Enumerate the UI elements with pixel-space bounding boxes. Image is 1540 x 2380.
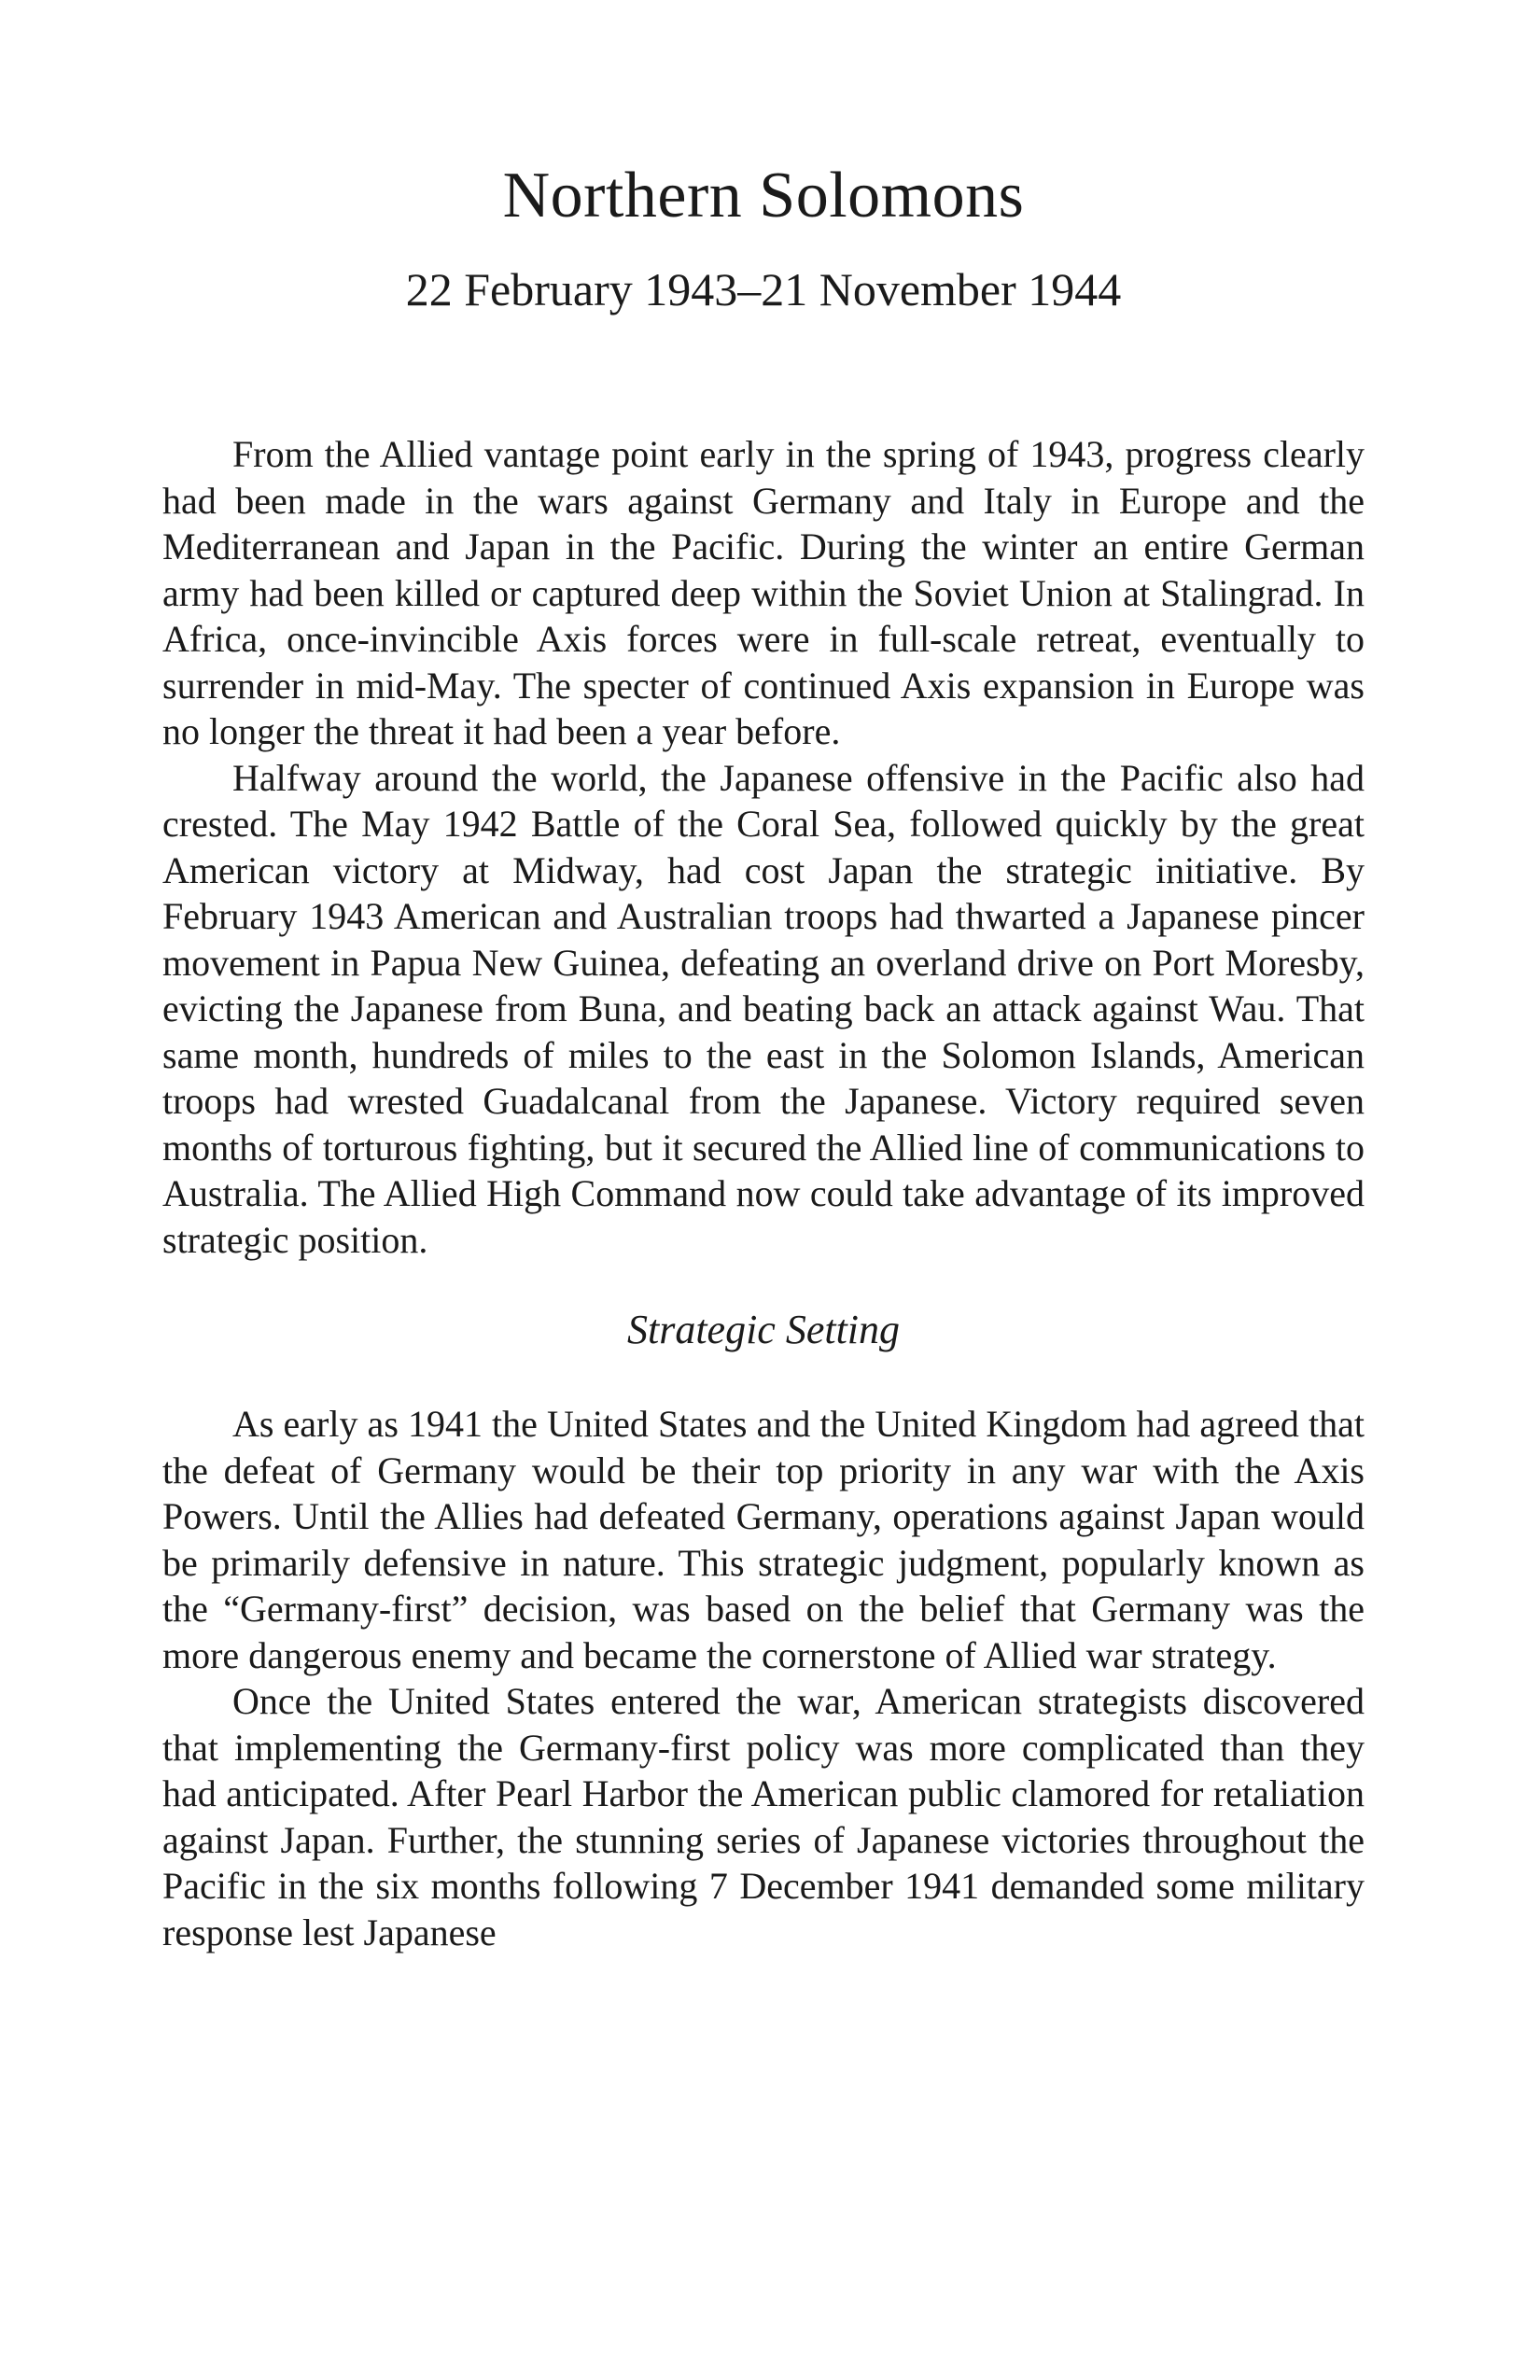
strategic-setting-section bbox=[162, 1401, 1365, 1955]
section-heading: Strategic Setting bbox=[626, 1307, 901, 1352]
page-title: Northern Solomons bbox=[502, 160, 1025, 231]
paragraph: Once the United States entered the war, American strategists discovered that implementing the Germany-first policy was more complicated than they had anticipated. After Pearl Harbor the American public clamored for retaliation against Japan. Further, the stunning series of Japanese victories throughout the Pacific in the six months following 7 December 1941 demanded some military response lest Japanese bbox=[162, 1680, 1365, 1953]
intro-section bbox=[162, 431, 1365, 1263]
document-page bbox=[162, 0, 1365, 1955]
paragraph: Halfway around the world, the Japanese offensive in the Pacific also had crested. The May 1942 Battle of the Coral Sea, followed quickly by the great American victory at Midway, had cost Japan the strategic initiative. By February 1943 American and Australian troops had thwarted a Japanese pincer movement in Papua New Guinea, defeating an overland drive on Port Moresby, evicting the Japanese from Buna, and beating back an attack against Wau. That same month, hundreds of miles to the east in the Solomon Islands, American troops had wrested Guadalcanal from the Japanese. Victory required seven months of torturous fighting, but it secured the Allied line of communications to Australia. The Allied High Command now could take advantage of its improved strategic position. bbox=[162, 756, 1365, 1261]
paragraph: From the Allied vantage point early in the spring of 1943, progress clearly had been made in the wars against Germany and Italy in Europe and the Mediterranean and Japan in the Pacific. During the winter an entire German army had been killed or captured deep within the Soviet Union at Stalingrad. In Africa, once-invincible Axis forces were in full-scale retreat, eventually to surrender in mid-May. The specter of continued Axis expansion in Europe was no longer the threat it had been a year before. bbox=[162, 433, 1365, 752]
paragraph: As early as 1941 the United States and the United Kingdom had agreed that the defeat of Germany would be their top priority in any war with the Axis Powers. Until the Allies had defeated Germany, operations against Japan would be primarily defensive in nature. This strategic judgment, popularly known as the “Germany-first” decision, was based on the belief that Germany was the more dangerous enemy and became the cornerstone of Allied war strategy. bbox=[162, 1403, 1365, 1676]
date-range: 22 February 1943–21 November 1944 bbox=[405, 263, 1122, 315]
